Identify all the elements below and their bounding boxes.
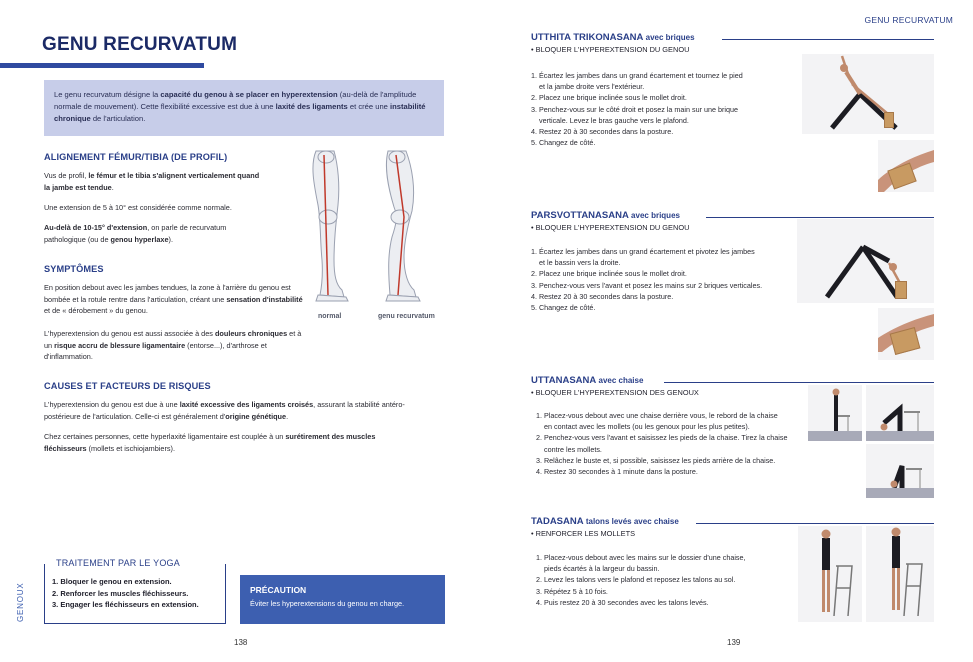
treatment-item: 3. Engager les fléchisseurs en extension. [52,600,199,609]
exercise-name: UTTANASANA [531,375,597,386]
trikonasana-figure [802,54,934,134]
exercise-goal: • RENFORCER LES MOLLETS [531,529,636,538]
running-head: GENU RECURVATUM [864,15,953,25]
parsvottanasana-figure [797,219,934,303]
precaution-text: Éviter les hyperextensions du genou en charge. [250,599,405,608]
page-title: GENU RECURVATUM [42,34,238,55]
step-line: 2. Penchez-vous vers l'avant et saisissez les pieds de la chaise. Tirez la chaise [536,433,788,443]
step-line: 4. Restez 30 secondes à 1 minute dans la posture. [536,467,698,477]
step-line: verticale. Levez le bras gauche vers le plafond. [539,115,689,125]
text-bold: origine génétique [225,411,287,421]
text-run: et à un [44,329,302,350]
step-line: et la jambe droite vers l'extérieur. [539,82,645,92]
step-line: 4. Puis restez 20 à 30 secondes avec les talons levés. [536,597,709,607]
intro-bold: instabilité chronique [54,102,426,123]
exercise-suffix: avec briques [628,211,680,220]
exercise-suffix: talons levés avec chaise [583,517,679,526]
text-bold: douleurs chroniques [214,329,288,338]
exercise-goal: • BLOQUER L'HYPEREXTENSION DU GENOU [531,223,690,232]
exercise-rule [664,382,934,383]
intro-bold: laxité des ligaments [275,102,348,111]
step-line: 1. Placez-vous debout avec une chaise derrière vous, le rebord de la chaise [536,411,778,420]
step-line: 1. Placez-vous debout avec les mains sur le dossier d'une chaise, [536,553,746,562]
text-run: Vus de profil, [44,171,89,180]
text-run: L'hyperextension du genou est aussi associée à des [44,329,215,338]
text-run: L'hyperextension du genou est due à une [44,400,180,409]
exercise-title-parsvottanasana [531,210,680,221]
exercise-goal: • BLOQUER L'HYPEREXTENSION DES GENOUX [531,388,699,397]
treatment-item: 1. Bloquer le genou en extension. [52,577,172,586]
photo-tadasana-heels-down [798,526,862,622]
step-line: contre les mollets. [544,444,602,454]
intro-text: Le genu recurvatum désigne la [54,90,161,99]
text-run: . [111,182,114,192]
alignement-p3 [44,222,254,245]
section-heading-causes: CAUSES ET FACTEURS DE RISQUES [44,381,211,391]
normal-leg-drawing [313,151,348,301]
photo-uttanasana-deep [866,444,934,498]
photo-uttanasana-standing [808,385,862,441]
exercise-steps-uttanasana [536,410,801,477]
causes-p2 [44,431,414,454]
exercise-steps-parsvottanasana [531,246,796,313]
text-bold: surétirement des muscles fléchisseurs [44,432,376,453]
symptomes-p1 [44,282,306,317]
text-bold: Au-delà de 10-15° d'extension [44,223,148,232]
exercise-name: PARSVOTTANASANA [531,210,629,221]
intro-text: et crée une [347,102,390,111]
causes-p1 [44,399,414,422]
text-run: . [286,411,289,421]
text-run: ). [168,234,174,244]
exercise-steps-trikonasana [531,70,796,148]
photo-tadasana-heels-up [866,526,934,622]
page-number-right: 139 [727,638,741,647]
step-line: 3. Relâchez le buste et, si possible, saisissez les pieds arrière de la chaise. [536,455,776,465]
intro-bold: capacité du genou à se placer en hyperextension [160,90,338,99]
step-line: 4. Restez 20 à 30 secondes dans la posture. [531,127,674,137]
text-bold: genou hyperlaxe [110,234,169,244]
exercise-name: TADASANA [531,516,584,527]
alignement-p2: Une extension de 5 à 10° est considérée comme normale. [44,203,232,212]
treatment-title: TRAITEMENT PAR LE YOGA [52,558,184,568]
figure-label-normal: normal [318,313,342,320]
exercise-suffix: avec chaise [596,376,644,385]
exercise-steps-tadasana [536,552,791,608]
text-bold: laxité excessive des ligaments croisés [179,400,314,409]
step-line: 3. Penchez-vous sur le côté droit et posez la main sur une brique [531,104,738,114]
step-line: 3. Répétez 5 à 10 fois. [536,586,608,596]
side-tab-label: GENOUX [16,582,25,622]
step-line: 2. Placez une brique inclinée sous le mollet droit. [531,93,687,103]
step-line: 3. Penchez-vous vers l'avant et posez les mains sur 2 briques verticales. [531,280,763,290]
treatment-list [52,576,199,611]
exercise-title-trikonasana [531,32,695,43]
intro-text: de l'articulation. [90,114,146,123]
exercise-title-uttanasana [531,375,643,386]
photo-parsvottanasana [797,219,934,303]
step-line: 2. Levez les talons vers le plafond et reposez les talons au sol. [536,575,736,585]
step-line: 5. Changez de côté. [531,138,596,148]
precaution-title: PRÉCAUTION [250,585,307,595]
leg-skeleton-illustration [300,145,450,310]
exercise-rule [696,523,934,524]
text-run: , assurant la stabilité antéro-postérieure de l'articulation. Celle-ci est généralement d' [44,400,405,421]
intro-text: (au-delà de l'amplitude normale de mouvement). Cette flexibilité excessive est due à une [54,90,417,111]
text-bold: sensation d'instabilité [226,294,303,304]
exercise-rule [706,217,934,218]
step-line: en contact avec les mollets (ou les genoux pour les plus petites). [544,422,750,432]
photo-brick-detail-2 [878,308,934,360]
step-line: pieds écartés à la largeur du bassin. [544,564,660,574]
step-line: 2. Placez une brique inclinée sous le mollet droit. [531,269,687,279]
photo-uttanasana-fold [866,385,934,441]
exercise-title-tadasana [531,516,679,527]
section-side-tab [14,580,28,622]
photo-brick-detail-1 [878,140,934,192]
step-line: 1. Écartez les jambes dans un grand écartement et tournez le pied [531,71,743,80]
exercise-name: UTTHITA TRIKONASANA [531,32,644,43]
exercise-suffix: avec briques [643,33,695,42]
photo-trikonasana [802,54,934,134]
figure-label-recurvatum: genu recurvatum [378,313,435,320]
text-run: (mollets et ischiojambiers). [86,443,175,453]
step-line: et le bassin vers la droite. [539,258,621,268]
treatment-item: 2. Renforcer les muscles fléchisseurs. [52,588,189,598]
text-run: et de « dérobement » du genou. [44,306,148,315]
leg-alignment-figure [300,145,450,310]
text-run: En position debout avec les jambes tendues, la zone à l'arrière du genou est bombée et la rotule rentre dans l'articulation, créant une [44,283,291,304]
section-heading-symptomes: SYMPTÔMES [44,264,104,274]
exercise-rule [722,39,934,40]
precaution-box [240,575,445,624]
intro-box [44,80,444,136]
text-run: (entorse...), d'arthrose et d'inflammation. [44,340,267,361]
text-bold: risque accru de blessure ligamentaire [54,340,186,350]
exercise-goal: • BLOQUER L'HYPEREXTENSION DU GENOU [531,45,690,54]
symptomes-p2 [44,328,306,363]
step-line: 1. Écartez les jambes dans un grand écartement et pivotez les jambes [531,247,755,256]
text-run: Chez certaines personnes, cette hyperlaxité ligamentaire est couplée à un [44,432,286,441]
title-underline [0,63,204,68]
section-heading-alignement: ALIGNEMENT FÉMUR/TIBIA (DE PROFIL) [44,152,228,162]
text-bold: le fémur et le tibia s'alignent verticalement quand la jambe est tendue [44,171,260,192]
text-run: , on parle de recurvatum pathologique (ou de [44,223,227,244]
alignement-p1 [44,170,264,193]
step-line: 4. Restez 20 à 30 secondes dans la posture. [531,291,674,301]
page-number-left: 138 [234,638,248,647]
step-line: 5. Changez de côté. [531,303,596,313]
